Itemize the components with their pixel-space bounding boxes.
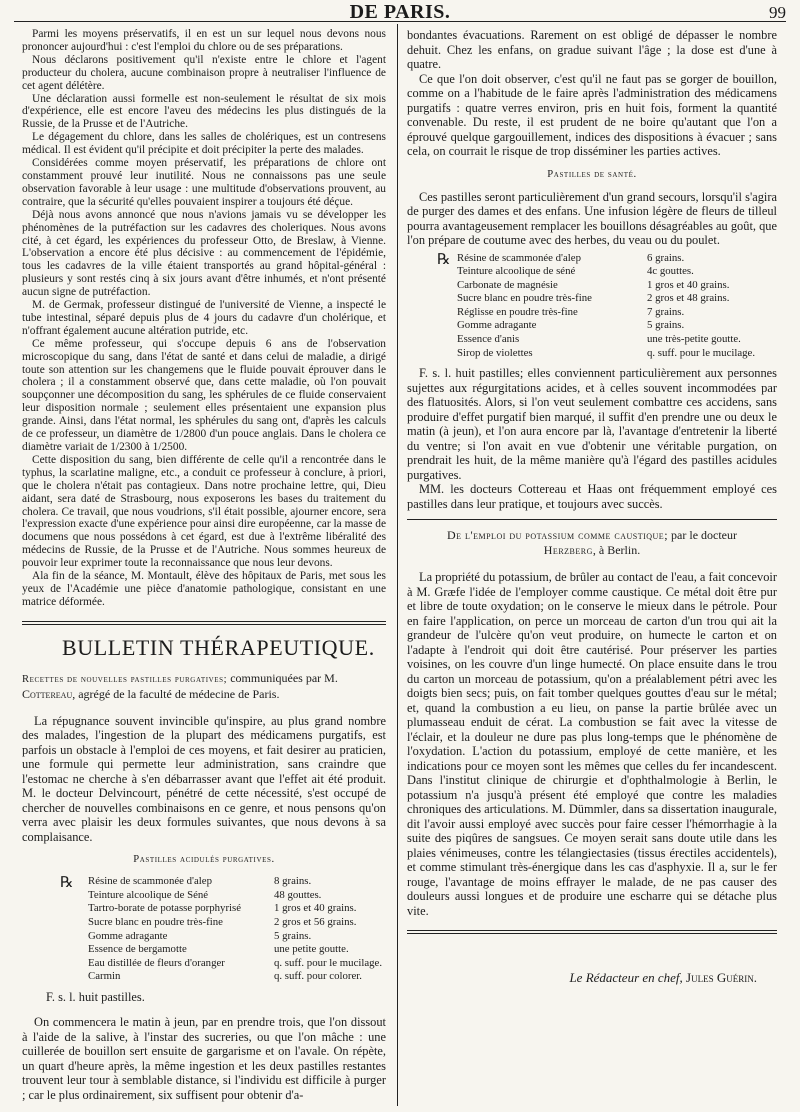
ingredient: Sucre blanc en poudre très-fine [457,292,592,305]
section-divider [407,930,777,934]
paragraph: Une déclaration aussi formelle est non-seulement le résultat de six mois d'expérience, elle est encore l'aveu des médecins les plus distingués de la Russie, de la Prusse et de l'Autriche. [22,92,386,131]
section-divider [407,519,777,520]
potassium-author: Herzberg [543,543,593,558]
ingredient: Carmin [88,970,121,983]
quantity: 4c gouttes. [647,265,694,278]
paragraph: Ces pastilles seront particulièrement d'un grand secours, lorsqu'il s'agira de purger des dames et des enfans. Une infusion légère de fleurs de tilleul pourra avantageusement remplacer les bouillons désagréables au goût, que l'on prépare de coutume avec des herbes, du veau ou du poulet. [407,189,777,247]
paragraph: La propriété du potassium, de brûler au contact de l'eau, a fait concevoir à M. Græfe l'idée de l'employer comme caustique. Ce métal doit être pur et libre de toute oxydation; on le conserve le mieux dans le pétrole. Pour en faire l'application, on perce un morceau de carton d'un trou qui ait la grandeur de l'ulcère qu'on veut produire, on humecte le carton et on l'adapte à l'endroit qui doit être cautérisé. Pour préserver les parties voisines, on les couvre d'un linge humecté. On place ensuite dans le trou du carton un morceau de potassium, qu'on a préalablement pétri avec les doigts bien secs; puis, on fait tomber quelques gouttes d'eau sur le métal; et, quand la combustion a eu lieu, on panse la partie brûlée avec un plumasseau enduit de cérat. La combustion se fait avec la vitesse de l'éclair, et la douleur ne dure pas plus long-temps que le phénomène de l'oxydation. L'action du potassium, employé de cette manière, et les indications pour ce moyen sont les mêmes que celles du fer incandescent. Dans l'institut clinique de chirurgie et d'ophthalmologie à Berlin, le potassium n'a jusqu'à présent été employé que contre les maladies chroniques des articulations. M. Dümmler, dans sa dissertation inaugurale, dit l'avoir aussi employé avec succès pour faire cesser l'hémorrhagie à la suite des piqûres de sangsues. Ce moyen serait sans doute utile dans les plaies vénimeuses, contre les télangiectasies (tissus érectiles accidentels), et comme stimulant très-énergique dans les cas d'asphyxie. Il a, sur le fer rouge, l'avantage de moins effrayer le malade, de ne pas causer des douleurs aussi longues et de produire une escharre qui se détache plus vite. [407,570,777,918]
ingredient: Sirop de violettes [457,346,533,359]
ingredient: Réglisse en poudre très-fine [457,305,578,318]
potassium-heading-title: De l'emploi du potassium comme caustique; [447,528,669,543]
quantity: une très-petite goutte. [647,333,741,346]
quantity: q. suff. pour le mucilage. [274,956,383,969]
page-number: 99 [769,3,786,22]
sante-intro [407,190,777,248]
quantity: q. suff. pour le mucilage. [647,346,756,359]
recipe-symbol-icon: ℞ [437,251,451,268]
ingredient: Teinture alcoolique de séné [457,265,576,278]
prescription-row [22,930,386,944]
pastilles-acidules-heading: Pastilles acidulés purgatives. [133,854,275,866]
paragraph: On commencera le matin à jeun, par en prendre trois, que l'on dissout à l'aide de la salive, à l'instar des sucreries, ou que l'on mâche : une cuillerée de bouillon sert ensuite de gargarisme et on l'avale. On répète, un quart d'heure après, la même ingestion et les deux pastilles restantes trouvent leur tour à semblable distance, si l'individu est difficile à purger ; car le plus ordinairement, six suffisent pour obtenir d'a- [22,1015,386,1102]
ingredient: Tartro-borate de potasse porphyrisé [88,902,242,915]
prescription-row [407,252,777,266]
quantity: 6 grains. [647,251,685,264]
paragraph: MM. les docteurs Cottereau et Haas ont fréquemment employé ces pastilles dans leur pratique, et toujours avec succès. [407,482,777,511]
prescription-row [22,902,386,916]
quantity: 8 grains. [274,875,312,888]
page-header [14,0,786,22]
ingredient: Carbonate de magnésie [457,278,558,291]
paragraph: Le dégagement du chlore, dans les salles de cholériques, est un contresens médical. Il est évident qu'il précipite et doit précipiter la perte des malades. [22,131,386,157]
pastilles-sante-heading: Pastilles de santé. [547,168,637,180]
paragraph: Parmi les moyens préservatifs, il en est un sur lequel nous devons nous prononcer aujourd'hui : c'est l'emploi du chlore ou de ses préparations. [22,28,386,53]
prescription-row [22,889,386,903]
paragraph: Ce même professeur, qui s'occupe depuis 6 ans de l'observation microscopique du sang, dans l'état de santé et dans celui de maladie, a dirigé toute son attention sur les changemens que le fluide pouvait éprouver dans le cholera ; il a constamment observé que, dans cette maladie, où l'on pouvait soupçonner une décomposition du sang, les sphérules de ce fluide conservaient leur disposition normale ; seulement elles présentaient une expansion plus grande. Ainsi, dans l'état normal, les sphérules du sang ont, d'après les calculs de ce professeur, un diamètre de 1/2800 d'un pouce anglais. Dans le cholera ce diamètre variait de 1/2300 à 1/2500. [22,337,386,453]
cholera-report [22,28,386,609]
potassium-article [407,570,777,918]
prescription-row [22,957,386,971]
left-column [22,28,386,1102]
sante-usage [407,366,777,511]
quantity: 2 gros et 56 grains. [274,916,357,929]
paragraph: La répugnance souvent invincible qu'inspire, au plus grand nombre des malades, l'ingestion de la plupart des médicamens purgatifs, est parfois un obstacle à l'emploi de ces moyens, et fait desirer au praticien, une formule qui permette leur administration, sans craindre que l'estomac ne cherche à s'en débarrasser avant que l'effet ait été produit. M. le docteur Delvincourt, pénétré de cette nécessité, s'est occupé de chercher de nouvelles combinaisons en ce genre, et nous pensons qu'on verra avec plaisir les deux formules suivantes, que nous devons à sa complaisance. [22,713,386,844]
paragraph: Déjà nous avons annoncé que nous n'avions jamais vu se développer les phénomènes de la putréfaction sur les cadavres des choleriques. Nous avons cité, à cet égard, les expériences du professeur Otto, de Breslaw, à Vienne. L'observation a encore été plus décisive : au commencement de l'épidémie, tous les cadavres de la ville étaient transportés au grand hôpital-général : plusieurs y sont restés cinq à six jours avant d'être inhumés, et n'ont présenté aucun signe de putréfaction. [22,208,386,299]
recipe-author-suffix: , agrégé de la faculté de médecine de Paris. [72,686,280,701]
ingredient: Gomme adragante [88,929,168,942]
right-column [407,28,777,986]
ingredient: Eau distillée de fleurs d'oranger [88,956,225,969]
paragraph: F. s. l. huit pastilles; elles conviennent particulièrement aux personnes sujettes aux régurgitations acides, et à celles souvent incommodées par des flatuosités. Alors, si l'on veut seulement combattre ces accidens, sans produire d'effet purgatif bien marqué, il suffit d'en prendre une ou deux le matin (à jeun), et l'on aura encore par là, l'avantage d'entretenir la liberté du ventre; si l'on avait en vue d'obtenir une véritable purgation, on prendrait les huit, de la même manière qu'à l'égard des pastilles acidules purgatives. [407,366,777,482]
dosage-instructions [22,1015,386,1102]
potassium-place: , à Berlin. [592,543,641,558]
bulletin-title: BULLETIN THÉRAPEUTIQUE. [62,634,375,660]
section-divider [22,621,386,625]
quantity: 2 gros et 48 grains. [647,292,730,305]
dosage-continued [407,28,777,159]
recipe-author-prefix: communiquées par M. [230,670,338,685]
quantity: 5 grains. [274,929,312,942]
potassium-heading [407,528,777,558]
ingredient: Résine de scammonée d'alep [457,251,581,264]
ingredient: Gomme adragante [457,319,537,332]
paragraph: Considérées comme moyen préservatif, les préparations de chlore ont constamment prouvé leur inutilité. Nous ne connaissons pas une seule observation favorable à leur usage : une multitude d'observations prouvent, au contraire, que la sécurité qu'elles pouvaient inspirer a toujours été déçue. [22,157,386,208]
quantity: 48 gouttes. [274,888,322,901]
paragraph: bondantes évacuations. Rarement on est obligé de dépasser le nombre dehuit. Chez les enfans, on gradue suivant l'âge ; la dose est d'une à quatre. [407,28,777,71]
quantity: 1 gros et 40 grains. [274,902,357,915]
recipe-author: Cottereau [22,686,73,701]
paragraph: Ala fin de la séance, M. Montault, élève des hôpitaux de Paris, met sous les yeux de l'Académie une pièce d'anatomie pathologique, consistant en une matrice déformée. [22,570,386,608]
ingredient: Résine de scammonée d'alep [88,875,212,888]
paragraph: M. de Germak, professeur distingué de l'université de Vienne, a inspecté le tube intestinal, séparé depuis plus de 4 jours du cadavre d'un cholérique, et n'offrant également aucune altération putride, etc. [22,299,386,337]
signature-label: Le Rédacteur en chef, [569,970,683,986]
prescription-row [407,292,777,306]
editor-signature [407,970,777,986]
quantity: 5 grains. [647,319,685,332]
prescription-row [407,279,777,293]
prescription-row [22,970,386,984]
recipe-symbol-icon: ℞ [60,875,74,892]
prescription-row [407,333,777,347]
running-title: DE PARIS. [349,1,451,23]
recipe-heading [22,671,386,702]
prescription-row [22,943,386,957]
prescription-list [22,875,386,984]
prescription-list [407,252,777,361]
ingredient: Teinture alcoolique de Séné [88,888,209,901]
fsl-line: F. s. l. huit pastilles. [46,990,145,1005]
paragraph: Nous déclarons positivement qu'il n'existe entre le chlore et l'agent producteur du cholera, aucune combinaison propre à neutraliser l'influence de cet agent délétère. [22,53,386,92]
prescription-row [407,347,777,361]
ingredient: Essence d'anis [457,333,520,346]
prescription-row [407,265,777,279]
ingredient: Sucre blanc en poudre très-fine [88,916,223,929]
quantity: 7 grains. [647,305,685,318]
prescription-row [407,319,777,333]
paragraph: Ce que l'on doit observer, c'est qu'il ne faut pas se gorger de bouillon, comme on a l'habitude de le faire après l'administration des médicamens purgatifs : quatre verres environ, pris en huit fois, forment la quantité convenable. Du reste, il est prudent de ne boire qu'autant que l'on a éprouvé quelque gargouillement, indices des dispositions à évacuer ; sans cela, on courrait le risque de trop disséminer les parties actives. [407,71,777,158]
potassium-author-prefix: par le docteur [671,528,737,543]
quantity: 1 gros et 40 grains. [647,278,730,291]
signature-name: Jules Guérin. [686,970,757,986]
prescription-row [22,916,386,930]
paragraph: Cette disposition du sang, bien différente de celle qu'il a rencontrée dans le typhus, la scarlatine maligne, etc., a conduit ce professeur à conclure, à priori, que le cholera n'était pas contagieux. Dans notre prochaine lettre, qui, Dieu aidant, sera daté de Strasbourg, nous exposerons les bases du traitement du cholera. Ce travail, que nous voudrions, s'il était possible, ajourner encore, sera l'expression exacte d'une expérience pour ainsi dire européenne, car la masse de documens que nous possédons à cet égard, est due à l'extrême libéralité des médecins de Russie, de la Prusse et de l'Autriche. Nous sommes heureux de pouvoir leur exprimer toute la reconnaissance que nous leur devons. [22,453,387,570]
quantity: une petite goutte. [274,943,349,956]
quantity: q. suff. pour colorer. [274,970,362,983]
ingredient: Essence de bergamotte [88,943,187,956]
column-rule [397,24,398,1106]
recipe-heading-title: Recettes de nouvelles pastilles purgatives; [22,673,228,685]
prescription-row [407,306,777,320]
prescription-row [22,875,386,889]
bulletin-intro [22,714,386,845]
